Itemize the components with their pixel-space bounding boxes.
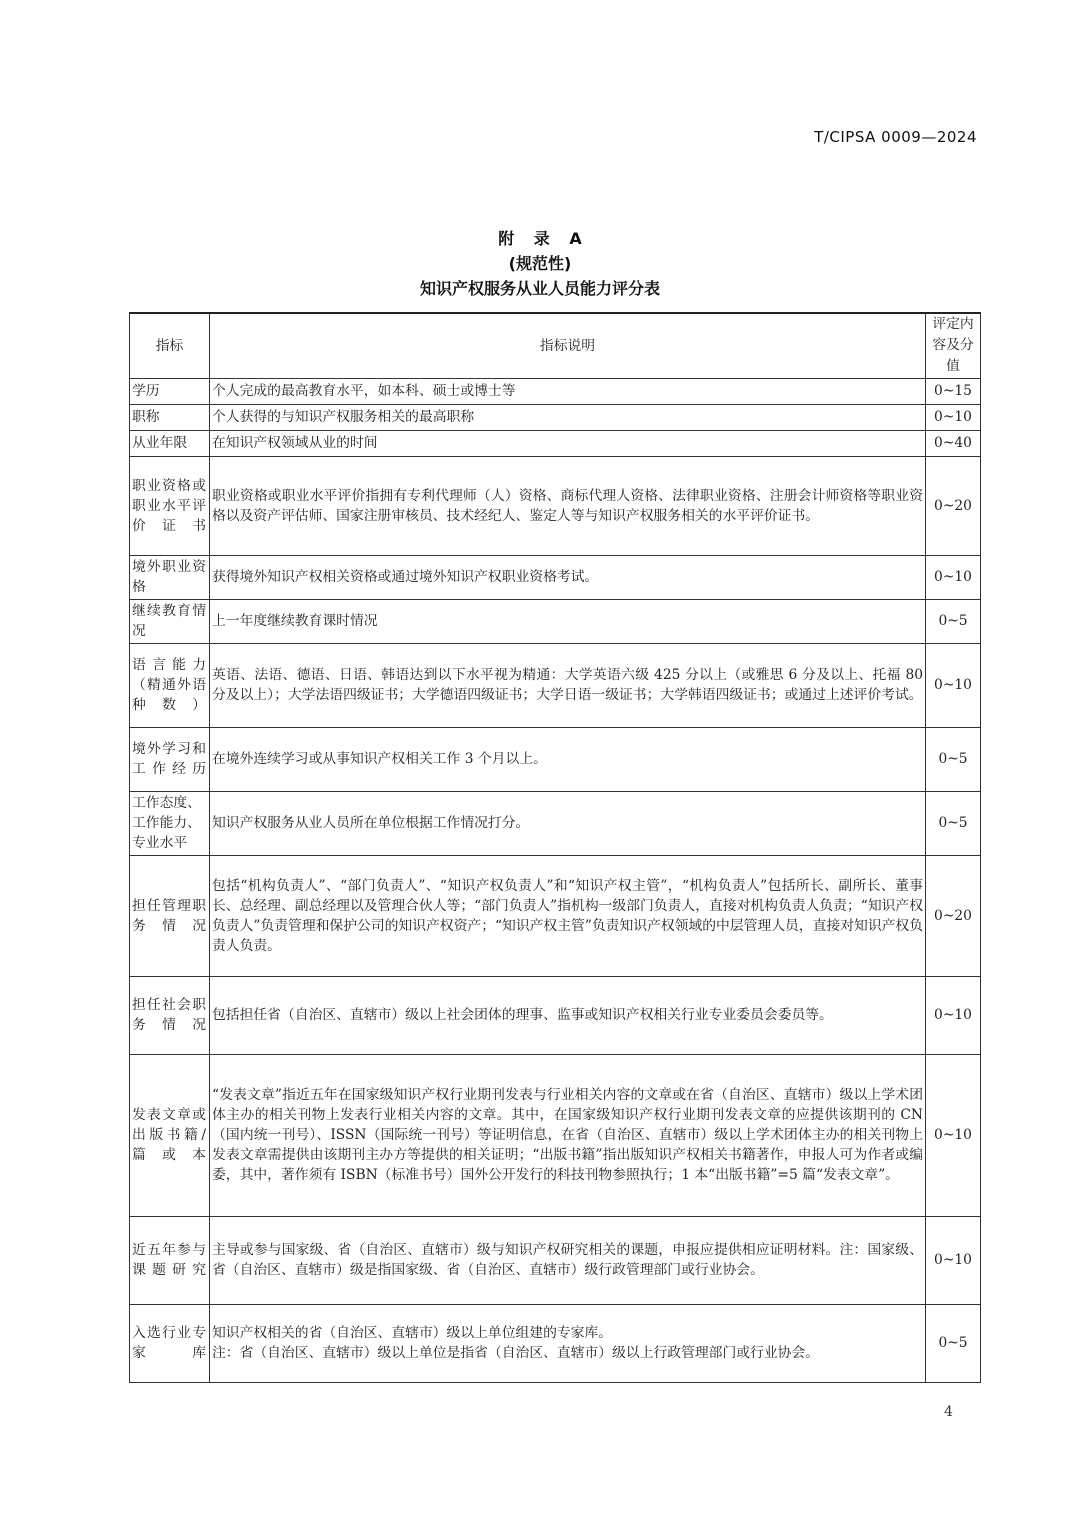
table-row xyxy=(130,643,981,727)
appendix-title: 附 录 A xyxy=(498,229,582,248)
row-description: 个人完成的最高教育水平，如本科、硕士或博士等 xyxy=(210,378,926,404)
row-score: 0~10 xyxy=(926,1216,981,1304)
row-indicator: 职业资格或职业水平评价证书 xyxy=(130,456,210,555)
row-description: 知识产权服务从业人员所在单位根据工作情况打分。 xyxy=(210,791,926,855)
row-score: 0~10 xyxy=(926,1054,981,1216)
table-row xyxy=(130,1054,981,1216)
row-description: 职业资格或职业水平评价指拥有专利代理师（人）资格、商标代理人资格、法律职业资格、注册会计师资格等职业资格以及资产评估师、国家注册审核员、技术经纪人、鉴定人等与知识产权服务相关的水平评价证书。 xyxy=(210,456,926,555)
row-score: 0~5 xyxy=(926,727,981,791)
row-indicator: 继续教育情况 xyxy=(130,599,210,643)
row-indicator: 职称 xyxy=(130,404,210,430)
row-score: 0~5 xyxy=(926,1304,981,1382)
table-row xyxy=(130,555,981,599)
row-score: 0~10 xyxy=(926,643,981,727)
table-row xyxy=(130,456,981,555)
header-indicator: 指标 xyxy=(130,313,210,378)
row-score: 0~5 xyxy=(926,791,981,855)
row-indicator: 语言能力（精通外语种数） xyxy=(130,643,210,727)
table-row xyxy=(130,430,981,456)
row-indicator: 近五年参与课题研究 xyxy=(130,1216,210,1304)
row-indicator: 入选行业专家库 xyxy=(130,1304,210,1382)
row-score: 0~40 xyxy=(926,430,981,456)
row-indicator: 担任社会职务情况 xyxy=(130,976,210,1054)
table-row xyxy=(130,727,981,791)
scoring-table xyxy=(129,312,981,1383)
row-description: 包括担任省（自治区、直辖市）级以上社会团体的理事、监事或知识产权相关行业专业委员会委员等。 xyxy=(210,976,926,1054)
header-score: 评定内容及分值 xyxy=(926,313,981,378)
row-description: 上一年度继续教育课时情况 xyxy=(210,599,926,643)
row-indicator: 境外学习和工作经历 xyxy=(130,727,210,791)
row-indicator: 学历 xyxy=(130,378,210,404)
row-description xyxy=(210,1304,926,1382)
row-description: 个人获得的与知识产权服务相关的最高职称 xyxy=(210,404,926,430)
row-score: 0~10 xyxy=(926,976,981,1054)
table-row xyxy=(130,791,981,855)
header-description: 指标说明 xyxy=(210,313,926,378)
table-row xyxy=(130,599,981,643)
row-description-line: 知识产权相关的省（自治区、直辖市）级以上单位组建的专家库。 xyxy=(212,1325,613,1341)
row-description: “发表文章”指近五年在国家级知识产权行业期刊发表与行业相关内容的文章或在省（自治区、直辖市）级以上学术团体主办的相关刊物上发表行业相关内容的文章。其中，在国家级知识产权行业期刊发表文章的应提供该期刊的 CN（国内统一刊号）、ISSN（国际统一刊号）等证明信息，在省（自治区、直辖市）级以上学术团体主办的相关刊物上发表文章需提供由该期刊主办方等提供的相关证明；“出版书籍”指出版知识产权相关书籍著作，申报人可为作者或编委，其中，著作须有 ISBN（标准书号）国外公开发行的科技刊物参照执行；1 本“出版书籍”=5 篇“发表文章”。 xyxy=(210,1054,926,1216)
row-indicator: 工作态度、工作能力、专业水平 xyxy=(130,791,210,855)
row-indicator: 发表文章或出版书籍/篇或本 xyxy=(130,1054,210,1216)
row-description: 在知识产权领域从业的时间 xyxy=(210,430,926,456)
row-indicator: 担任管理职务情况 xyxy=(130,855,210,976)
table-row xyxy=(130,1304,981,1382)
row-score: 0~20 xyxy=(926,855,981,976)
table-row xyxy=(130,1216,981,1304)
normative-label: (规范性) xyxy=(508,254,572,273)
table-header-row xyxy=(130,313,981,378)
title-block xyxy=(0,226,1080,302)
row-description-note: 注：省（自治区、直辖市）级以上单位是指省（自治区、直辖市）级以上行政管理部门或行业协会。 xyxy=(212,1345,820,1361)
row-score: 0~10 xyxy=(926,404,981,430)
row-description: 包括“机构负责人”、“部门负责人”、“知识产权负责人”和“知识产权主管”，“机构负责人”包括所长、副所长、董事长、总经理、副总经理以及管理合伙人等；“部门负责人”指机构一级部门负责人，直接对机构负责人负责；“知识产权负责人”负责管理和保护公司的知识产权资产；“知识产权主管”负责知识产权领域的中层管理人员，直接对知识产权负责人负责。 xyxy=(210,855,926,976)
row-score: 0~15 xyxy=(926,378,981,404)
table-row xyxy=(130,404,981,430)
row-score: 0~10 xyxy=(926,555,981,599)
row-score: 0~20 xyxy=(926,456,981,555)
page-number: 4 xyxy=(944,1404,953,1420)
row-description: 在境外连续学习或从事知识产权相关工作 3 个月以上。 xyxy=(210,727,926,791)
document-code: T/CIPSA 0009—2024 xyxy=(814,128,977,146)
row-description: 英语、法语、德语、日语、韩语达到以下水平视为精通：大学英语六级 425 分以上（或雅思 6 分及以上、托福 80 分及以上）；大学法语四级证书；大学德语四级证书；大学日语一级证书；大学韩语四级证书；或通过上述评价考试。 xyxy=(210,643,926,727)
row-score: 0~5 xyxy=(926,599,981,643)
table-row xyxy=(130,976,981,1054)
row-indicator: 境外职业资格 xyxy=(130,555,210,599)
row-indicator: 从业年限 xyxy=(130,430,210,456)
table-row xyxy=(130,378,981,404)
row-description: 获得境外知识产权相关资格或通过境外知识产权职业资格考试。 xyxy=(210,555,926,599)
table-title: 知识产权服务从业人员能力评分表 xyxy=(419,279,660,298)
row-description: 主导或参与国家级、省（自治区、直辖市）级与知识产权研究相关的课题，申报应提供相应证明材料。注：国家级、省（自治区、直辖市）级是指国家级、省（自治区、直辖市）级行政管理部门或行业协会。 xyxy=(210,1216,926,1304)
table-row xyxy=(130,855,981,976)
